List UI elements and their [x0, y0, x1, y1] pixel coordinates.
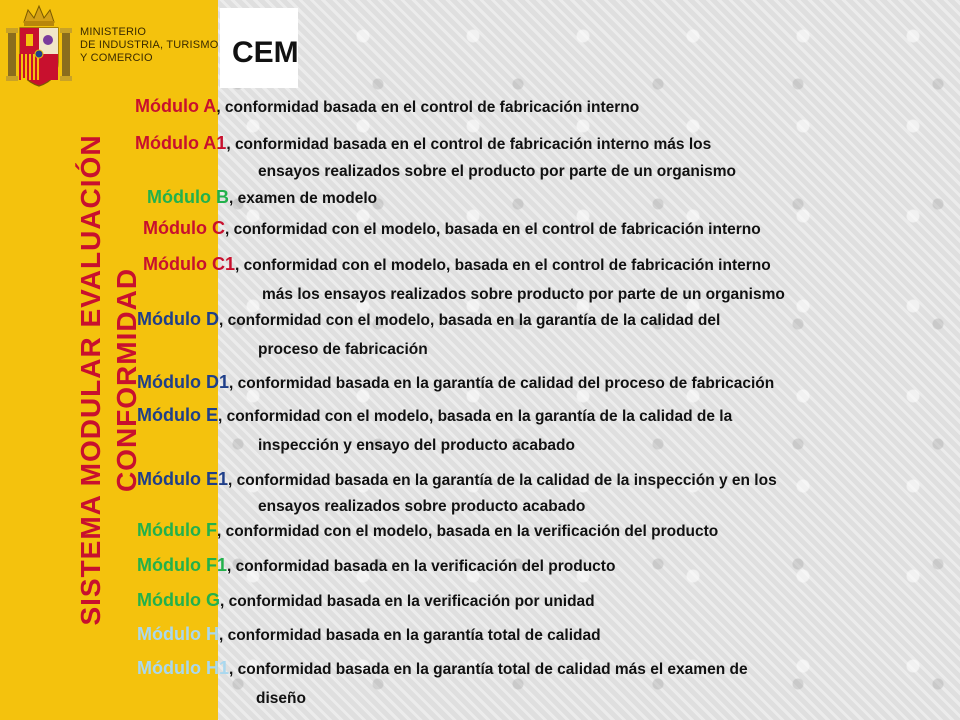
module-item: [143, 254, 771, 275]
module-item: [137, 590, 595, 611]
module-description-continuation: más los ensayos realizados sobre producto por parte de un organismo: [262, 286, 785, 303]
module-description: , conformidad basada en la verificación del producto: [226, 558, 616, 575]
page-title: [73, 134, 145, 625]
module-description: , conformidad basada en la garantía de la calidad de la inspección y en los: [228, 472, 777, 489]
module-description: , conformidad basada en el control de fabricación interno más los: [226, 136, 712, 153]
module-description: , examen de modelo: [228, 190, 378, 207]
cem-logo-text: CEM: [232, 36, 298, 69]
module-item: [137, 372, 774, 393]
module-description-continuation: ensayos realizados sobre el producto por parte de un organismo: [258, 163, 737, 180]
module-item: [137, 309, 720, 330]
module-description: , conformidad con el modelo, basada en la verificación del producto: [216, 523, 719, 540]
module-item: [137, 658, 748, 679]
module-item: [135, 96, 639, 117]
module-item: [137, 469, 777, 490]
module-item: [137, 520, 718, 541]
module-name: Módulo A1: [135, 133, 227, 153]
module-name: Módulo E1: [137, 469, 228, 489]
module-item: [143, 218, 761, 239]
ministry-line-1: MINISTERIO: [80, 26, 147, 38]
module-name: Módulo D: [137, 309, 219, 329]
page-title-line-2: CONFORMIDAD: [111, 267, 142, 493]
module-item: [147, 187, 377, 208]
module-name: Módulo E: [137, 405, 218, 425]
ministry-line-3: Y COMERCIO: [80, 52, 153, 64]
module-name: Módulo B: [147, 187, 229, 207]
module-description: , conformidad con el modelo, basada en el control de fabricación interno: [235, 257, 771, 274]
cem-logo-icon: [220, 8, 298, 88]
module-description-continuation: inspección y ensayo del producto acabado: [258, 437, 575, 454]
module-description-continuation: ensayos realizados sobre producto acabado: [258, 498, 586, 515]
module-description: , conformidad basada en la verificación por unidad: [219, 593, 595, 610]
module-name: Módulo G: [137, 590, 220, 610]
ministry-line-2: DE INDUSTRIA, TURISMO: [80, 39, 219, 51]
module-description: , conformidad con el modelo, basada en la garantía de la calidad del: [218, 312, 721, 329]
module-item: [137, 405, 732, 426]
module-description: , conformidad basada en la garantía total de calidad más el examen de: [229, 661, 748, 678]
module-name: Módulo H: [137, 624, 219, 644]
module-description: , conformidad basada en la garantía total de calidad: [218, 627, 601, 644]
module-description-continuation: diseño: [256, 690, 306, 707]
module-description: , conformidad con el modelo, basada en la garantía de la calidad de la: [217, 408, 733, 425]
module-name: Módulo F: [137, 520, 217, 540]
spain-coat-of-arms-icon: [6, 4, 72, 88]
module-name: Módulo A: [135, 96, 217, 116]
module-name: Módulo C: [143, 218, 225, 238]
module-name: Módulo F1: [137, 555, 227, 575]
module-description: , conformidad basada en la garantía de calidad del proceso de fabricación: [229, 375, 775, 392]
module-description: , conformidad con el modelo, basada en el control de fabricación interno: [224, 221, 761, 238]
module-description: , conformidad basada en el control de fabricación interno: [216, 99, 640, 116]
module-name: Módulo D1: [137, 372, 229, 392]
module-name: Módulo H1: [137, 658, 229, 678]
module-name: Módulo C1: [143, 254, 235, 274]
ministry-header: [4, 4, 219, 88]
ministry-name: [80, 26, 220, 65]
page-title-line-1: SISTEMA MODULAR EVALUACIÓN: [75, 134, 106, 626]
module-item: [137, 555, 615, 576]
cem-logo: [220, 8, 298, 88]
module-item: [137, 624, 601, 645]
module-item: [135, 133, 711, 154]
module-description-continuation: proceso de fabricación: [258, 341, 428, 358]
